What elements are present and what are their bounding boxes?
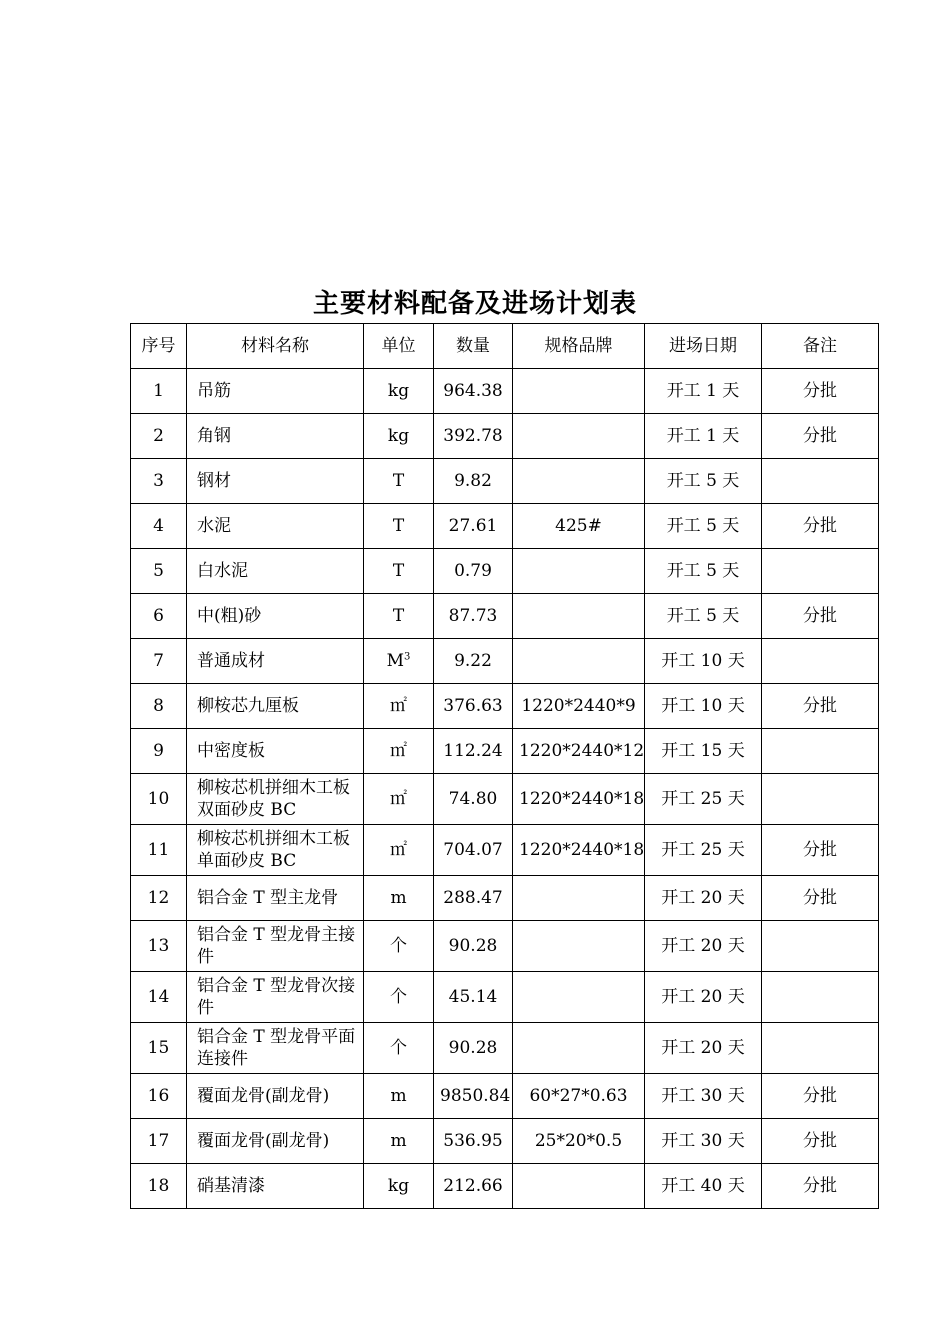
cell-no xyxy=(131,876,187,921)
cell-note xyxy=(762,594,879,639)
cell-name xyxy=(187,594,364,639)
cell-no-text: 7 xyxy=(153,651,164,671)
cell-name-text: 角钢 xyxy=(197,426,231,446)
cell-date xyxy=(645,414,762,459)
cell-note-text: 分批 xyxy=(803,840,837,860)
cell-note xyxy=(762,1074,879,1119)
cell-unit-text: 个 xyxy=(390,987,407,1007)
cell-date-text: 开工 1 天 xyxy=(666,381,740,401)
cell-qty-text: 376.63 xyxy=(443,696,503,716)
cell-unit-text: m xyxy=(390,1131,407,1151)
cell-name-text: 水泥 xyxy=(197,516,231,536)
cell-name xyxy=(187,729,364,774)
header-cell-spec: 规格品牌 xyxy=(513,324,645,369)
cell-date xyxy=(645,639,762,684)
cell-name-text: 铝合金 T 型龙骨次接件 xyxy=(197,976,356,1018)
cell-unit-text: T xyxy=(392,516,405,536)
cell-spec xyxy=(513,774,645,825)
table-row xyxy=(131,369,879,414)
cell-date xyxy=(645,876,762,921)
table-row xyxy=(131,1164,879,1209)
table-header-row xyxy=(131,324,879,369)
cell-date-text: 开工 15 天 xyxy=(661,741,745,761)
cell-no-text: 9 xyxy=(153,741,164,761)
cell-no-text: 3 xyxy=(153,471,164,491)
cell-date-text: 开工 10 天 xyxy=(661,696,745,716)
cell-date xyxy=(645,921,762,972)
cell-note xyxy=(762,774,879,825)
cell-unit xyxy=(364,1164,434,1209)
cell-note xyxy=(762,414,879,459)
cell-spec xyxy=(513,549,645,594)
table-row xyxy=(131,825,879,876)
header-cell-note: 备注 xyxy=(762,324,879,369)
cell-qty xyxy=(434,594,513,639)
cell-no-text: 12 xyxy=(147,888,170,908)
cell-date-text: 开工 30 天 xyxy=(661,1131,745,1151)
cell-no-text: 16 xyxy=(147,1086,170,1106)
cell-qty-text: 74.80 xyxy=(448,789,498,809)
cell-note xyxy=(762,921,879,972)
cell-note xyxy=(762,972,879,1023)
cell-date-text: 开工 30 天 xyxy=(661,1086,745,1106)
cell-unit xyxy=(364,504,434,549)
cell-no-text: 2 xyxy=(153,426,164,446)
header-cell-date: 进场日期 xyxy=(645,324,762,369)
cell-spec xyxy=(513,1074,645,1119)
cell-no xyxy=(131,414,187,459)
cell-qty-text: 704.07 xyxy=(443,840,503,860)
cell-spec xyxy=(513,684,645,729)
cell-name-text: 铝合金 T 型龙骨主接件 xyxy=(197,925,356,967)
cell-no xyxy=(131,1023,187,1074)
cell-qty-text: 90.28 xyxy=(448,936,498,956)
cell-date-text: 开工 5 天 xyxy=(666,606,740,626)
cell-unit-text: T xyxy=(392,561,405,581)
cell-no xyxy=(131,1119,187,1164)
cell-date-text: 开工 20 天 xyxy=(661,1038,745,1058)
cell-name xyxy=(187,369,364,414)
cell-name-text: 普通成材 xyxy=(197,651,265,671)
cell-date-text: 开工 40 天 xyxy=(661,1176,745,1196)
cell-spec xyxy=(513,1119,645,1164)
cell-no xyxy=(131,459,187,504)
cell-spec-text: 25*20*0.5 xyxy=(534,1131,623,1151)
cell-unit-text: m xyxy=(390,1086,407,1106)
cell-date xyxy=(645,684,762,729)
cell-spec xyxy=(513,876,645,921)
cell-unit-text: T xyxy=(392,471,405,491)
cell-no-text: 10 xyxy=(147,789,170,809)
cell-note-text: 分批 xyxy=(803,606,837,626)
cell-note-text: 分批 xyxy=(803,1086,837,1106)
cell-unit-text: M xyxy=(386,651,405,671)
table-row xyxy=(131,639,879,684)
cell-note xyxy=(762,504,879,549)
cell-note xyxy=(762,876,879,921)
cell-qty xyxy=(434,639,513,684)
cell-qty xyxy=(434,972,513,1023)
cell-date xyxy=(645,594,762,639)
cell-no-text: 15 xyxy=(147,1038,170,1058)
cell-no-text: 18 xyxy=(147,1176,170,1196)
cell-note xyxy=(762,459,879,504)
cell-unit xyxy=(364,684,434,729)
cell-unit xyxy=(364,774,434,825)
cell-no xyxy=(131,1164,187,1209)
cell-spec xyxy=(513,459,645,504)
cell-name xyxy=(187,639,364,684)
cell-qty xyxy=(434,1023,513,1074)
cell-spec xyxy=(513,1023,645,1074)
materials-table xyxy=(130,323,879,1209)
cell-name-text: 铝合金 T 型龙骨平面连接件 xyxy=(197,1027,356,1069)
cell-no-text: 6 xyxy=(153,606,164,626)
cell-date xyxy=(645,369,762,414)
cell-qty xyxy=(434,1119,513,1164)
cell-no xyxy=(131,504,187,549)
cell-name-text: 白水泥 xyxy=(197,561,248,581)
cell-note-text: 分批 xyxy=(803,696,837,716)
table-row xyxy=(131,549,879,594)
header-cell-name: 材料名称 xyxy=(187,324,364,369)
cell-no xyxy=(131,684,187,729)
cell-date-text: 开工 20 天 xyxy=(661,936,745,956)
cell-unit xyxy=(364,1074,434,1119)
cell-date-text: 开工 5 天 xyxy=(666,471,740,491)
cell-spec xyxy=(513,414,645,459)
cell-no xyxy=(131,972,187,1023)
table-row xyxy=(131,876,879,921)
cell-spec xyxy=(513,972,645,1023)
cell-unit-text: ㎡ xyxy=(390,840,407,860)
cell-name-text: 吊筋 xyxy=(197,381,231,401)
cell-name xyxy=(187,876,364,921)
cell-no-text: 4 xyxy=(153,516,164,536)
cell-note xyxy=(762,1164,879,1209)
cell-date-text: 开工 10 天 xyxy=(661,651,745,671)
cell-no xyxy=(131,594,187,639)
cell-note-text: 分批 xyxy=(803,888,837,908)
cell-date xyxy=(645,972,762,1023)
cell-date xyxy=(645,1023,762,1074)
cell-name-text: 钢材 xyxy=(197,471,231,491)
cell-spec xyxy=(513,369,645,414)
table-row xyxy=(131,729,879,774)
table-row xyxy=(131,1119,879,1164)
unit-superscript: 3 xyxy=(404,651,411,663)
cell-no xyxy=(131,639,187,684)
cell-note-text: 分批 xyxy=(803,516,837,536)
cell-unit-text: ㎡ xyxy=(390,741,407,761)
cell-name-text: 柳桉芯机拼细木工板单面砂皮 BC xyxy=(197,829,350,871)
cell-date-text: 开工 5 天 xyxy=(666,516,740,536)
cell-date xyxy=(645,1119,762,1164)
page-title: 主要材料配备及进场计划表 xyxy=(312,289,637,319)
cell-qty xyxy=(434,729,513,774)
table-row xyxy=(131,684,879,729)
table-row xyxy=(131,972,879,1023)
cell-unit xyxy=(364,414,434,459)
cell-name xyxy=(187,1164,364,1209)
cell-name xyxy=(187,1023,364,1074)
cell-qty-text: 45.14 xyxy=(448,987,498,1007)
cell-no xyxy=(131,921,187,972)
cell-date xyxy=(645,504,762,549)
cell-date xyxy=(645,1164,762,1209)
cell-qty-text: 27.61 xyxy=(448,516,498,536)
cell-unit xyxy=(364,876,434,921)
cell-note xyxy=(762,549,879,594)
cell-name-text: 覆面龙骨(副龙骨) xyxy=(197,1131,330,1151)
cell-date-text: 开工 20 天 xyxy=(661,888,745,908)
header-cell-qty: 数量 xyxy=(434,324,513,369)
cell-qty xyxy=(434,504,513,549)
cell-note xyxy=(762,1119,879,1164)
cell-note xyxy=(762,639,879,684)
table-row xyxy=(131,1023,879,1074)
cell-qty-text: 9.22 xyxy=(454,651,492,671)
cell-no-text: 8 xyxy=(153,696,164,716)
cell-qty-text: 964.38 xyxy=(443,381,503,401)
cell-unit xyxy=(364,825,434,876)
cell-qty xyxy=(434,369,513,414)
cell-unit-text: m xyxy=(390,888,407,908)
cell-qty-text: 536.95 xyxy=(443,1131,503,1151)
cell-spec xyxy=(513,639,645,684)
cell-unit xyxy=(364,639,434,684)
cell-date xyxy=(645,459,762,504)
cell-date xyxy=(645,729,762,774)
cell-spec-text: 1220*2440*12 xyxy=(519,741,645,761)
cell-unit xyxy=(364,594,434,639)
cell-spec-text: 60*27*0.63 xyxy=(529,1086,628,1106)
cell-qty-text: 0.79 xyxy=(454,561,492,581)
cell-unit-text: kg xyxy=(387,381,410,401)
cell-qty-text: 392.78 xyxy=(443,426,503,446)
cell-unit-text: ㎡ xyxy=(390,696,407,716)
header-cell-unit: 单位 xyxy=(364,324,434,369)
table-body xyxy=(131,369,879,1209)
cell-no-text: 11 xyxy=(147,840,170,860)
cell-qty xyxy=(434,684,513,729)
cell-unit-text: T xyxy=(392,606,405,626)
cell-name xyxy=(187,825,364,876)
table-row xyxy=(131,921,879,972)
table-row xyxy=(131,594,879,639)
cell-qty xyxy=(434,774,513,825)
cell-name xyxy=(187,972,364,1023)
cell-qty xyxy=(434,1164,513,1209)
cell-name xyxy=(187,774,364,825)
table-row xyxy=(131,504,879,549)
cell-note xyxy=(762,1023,879,1074)
cell-name xyxy=(187,504,364,549)
cell-date-text: 开工 25 天 xyxy=(661,789,745,809)
table-row xyxy=(131,1074,879,1119)
cell-unit xyxy=(364,972,434,1023)
cell-unit xyxy=(364,549,434,594)
cell-qty xyxy=(434,1074,513,1119)
cell-spec xyxy=(513,594,645,639)
cell-note xyxy=(762,684,879,729)
cell-unit xyxy=(364,1119,434,1164)
cell-name xyxy=(187,414,364,459)
cell-no-text: 13 xyxy=(147,936,170,956)
cell-unit xyxy=(364,1023,434,1074)
cell-note-text: 分批 xyxy=(803,1176,837,1196)
cell-unit-text: kg xyxy=(387,426,410,446)
cell-qty xyxy=(434,549,513,594)
cell-date-text: 开工 1 天 xyxy=(666,426,740,446)
cell-qty-text: 9.82 xyxy=(454,471,492,491)
cell-qty-text: 112.24 xyxy=(443,741,503,761)
cell-note-text: 分批 xyxy=(803,381,837,401)
cell-spec-text: 1220*2440*18 xyxy=(519,840,645,860)
cell-spec-text: 1220*2440*18 xyxy=(519,789,645,809)
cell-spec xyxy=(513,729,645,774)
cell-unit-text: ㎡ xyxy=(390,789,407,809)
cell-name-text: 硝基清漆 xyxy=(197,1176,265,1196)
cell-note xyxy=(762,369,879,414)
cell-note xyxy=(762,729,879,774)
cell-qty xyxy=(434,825,513,876)
cell-date-text: 开工 5 天 xyxy=(666,561,740,581)
cell-date xyxy=(645,774,762,825)
cell-date-text: 开工 25 天 xyxy=(661,840,745,860)
cell-name xyxy=(187,1074,364,1119)
cell-qty-text: 90.28 xyxy=(448,1038,498,1058)
cell-qty-text: 9850.84 xyxy=(440,1086,511,1106)
cell-qty xyxy=(434,876,513,921)
cell-note-text: 分批 xyxy=(803,426,837,446)
cell-no-text: 5 xyxy=(153,561,164,581)
cell-unit-text: 个 xyxy=(390,936,407,956)
cell-name xyxy=(187,1119,364,1164)
cell-name xyxy=(187,921,364,972)
cell-name-text: 柳桉芯九厘板 xyxy=(197,696,299,716)
cell-name-text: 中(粗)砂 xyxy=(197,606,262,626)
cell-no xyxy=(131,1074,187,1119)
cell-unit-text: 个 xyxy=(390,1038,407,1058)
cell-unit xyxy=(364,921,434,972)
cell-no-text: 17 xyxy=(147,1131,170,1151)
cell-qty xyxy=(434,414,513,459)
cell-no xyxy=(131,729,187,774)
cell-qty xyxy=(434,921,513,972)
cell-no xyxy=(131,774,187,825)
cell-no-text: 1 xyxy=(153,381,164,401)
table-row xyxy=(131,414,879,459)
cell-name xyxy=(187,549,364,594)
cell-spec xyxy=(513,1164,645,1209)
cell-qty-text: 212.66 xyxy=(443,1176,503,1196)
header-cell-no: 序号 xyxy=(131,324,187,369)
cell-note-text: 分批 xyxy=(803,1131,837,1151)
cell-spec xyxy=(513,504,645,549)
cell-unit xyxy=(364,729,434,774)
cell-name-text: 中密度板 xyxy=(197,741,265,761)
cell-unit-text: kg xyxy=(387,1176,410,1196)
cell-no xyxy=(131,825,187,876)
cell-date xyxy=(645,825,762,876)
cell-unit xyxy=(364,459,434,504)
cell-no xyxy=(131,549,187,594)
cell-no-text: 14 xyxy=(147,987,170,1007)
table-row xyxy=(131,459,879,504)
cell-spec xyxy=(513,825,645,876)
cell-qty xyxy=(434,459,513,504)
cell-note xyxy=(762,825,879,876)
cell-name-text: 柳桉芯机拼细木工板双面砂皮 BC xyxy=(197,778,350,820)
cell-name-text: 覆面龙骨(副龙骨) xyxy=(197,1086,330,1106)
cell-name-text: 铝合金 T 型主龙骨 xyxy=(197,888,339,908)
cell-spec-text: 1220*2440*9 xyxy=(521,696,636,716)
cell-qty-text: 288.47 xyxy=(443,888,503,908)
cell-no xyxy=(131,369,187,414)
cell-qty-text: 87.73 xyxy=(448,606,498,626)
cell-date xyxy=(645,1074,762,1119)
cell-unit xyxy=(364,369,434,414)
cell-name xyxy=(187,684,364,729)
cell-spec xyxy=(513,921,645,972)
cell-spec-text: 425# xyxy=(555,516,602,536)
cell-date xyxy=(645,549,762,594)
table-row xyxy=(131,774,879,825)
cell-name xyxy=(187,459,364,504)
cell-date-text: 开工 20 天 xyxy=(661,987,745,1007)
